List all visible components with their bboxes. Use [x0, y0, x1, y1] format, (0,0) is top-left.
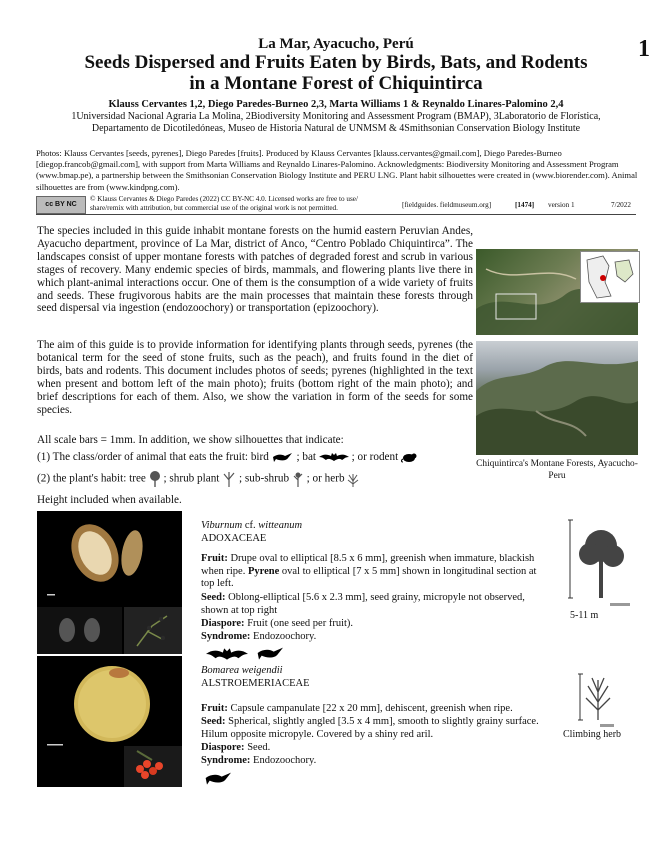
herb-icon	[347, 471, 359, 487]
affiliation-line-2: Departamento de Dicotiledóneas, Museo de Historia Natural de UNMSM & 4Smithsonian Conservation Biology Institute	[91, 123, 581, 134]
species-2-fruit	[201, 703, 546, 716]
title-line-2: in a Montane Forest of Chiquintirca	[189, 73, 483, 94]
tree-height: 5-11 m	[570, 610, 599, 621]
syndrome-desc: Endozoochory.	[253, 631, 317, 642]
location-map-icon	[580, 251, 640, 303]
habit-legend-intro: (2) the plant's habit: tree	[37, 472, 146, 485]
tree-silhouette-icon	[568, 518, 636, 606]
scale-note: All scale bars = 1mm. In addition, we show silhouettes that indicate:	[37, 434, 344, 446]
bomarea-photo	[37, 656, 182, 787]
shrub-sep: ; shrub plant	[163, 472, 220, 485]
diaspore-desc: Fruit (one seed per fruit).	[247, 618, 354, 629]
herb-silhouette-icon	[578, 672, 618, 727]
affiliation-line-1: 1Universidad Nacional Agraria La Molina, 2Biodiversity Monitoring and Assessment Program (BMAP), 3Laboratorio de Florística,	[71, 111, 601, 122]
diaspore-desc: Seed.	[247, 742, 271, 753]
syndrome-label: Syndrome:	[201, 631, 251, 642]
pyrene-desc: oval to elliptical [7 x 5 mm] shown in longitudinal section at top left.	[201, 565, 537, 590]
credits: Photos: Klauss Cervantes [seeds, pyrenes], Diego Paredes [fruits]. Produced by Klauss Cervantes [klauss.cervantes@gmail.com], Diego Paredes-Burneo [diegop.francob@gmail.com], with support from Marta Williams and Reynaldo Linares-Palomino. Acknowledgments: Biodiversity Monitoring and Assessment Program (www.bmap.pe), a partnership between the Smithsonian Conservation Biology Institute and PERU LNG. Plant habit silhouettes were created in (www.biorender.com). Animal silhouettes are from (www.kindpng.com).	[36, 148, 638, 192]
license-text: © Klauss Cervantes & Diego Paredes (2022) CC BY-NC 4.0. Licensed works are free to use/ share/remix with attribution, but commercial use of the original work is not permitted.	[90, 195, 358, 212]
species-1-epithet: witteanum	[258, 520, 303, 531]
shrub-icon	[222, 471, 236, 487]
seed-label: Seed:	[201, 716, 226, 727]
rodent-sep: ; or rodent	[351, 451, 399, 463]
guide-code: [1474]	[515, 201, 535, 209]
species-2-animals	[203, 770, 235, 791]
photo-caption: Chiquintirca's Montane Forests, Ayacucho-Peru	[476, 459, 638, 481]
subshrub-sep: ; sub-shrub	[239, 472, 290, 485]
bird-icon	[255, 645, 287, 661]
species-1-family: ADOXACEAE	[201, 533, 267, 544]
authors: Klauss Cervantes 1,2, Diego Paredes-Burneo 2,3, Marta Williams 1 & Reynaldo Linares-Palomino 2,4	[108, 99, 564, 110]
cc-license-icon: cc BY NC	[36, 196, 86, 214]
species-2-syndrome	[201, 755, 546, 768]
version: version 1	[548, 201, 575, 209]
syndrome-desc: Endozoochory.	[253, 755, 317, 766]
species-1-fruit	[201, 553, 546, 591]
bat-sep: ; bat	[296, 451, 317, 463]
viburnum-photo	[37, 511, 182, 654]
syndrome-label: Syndrome:	[201, 755, 251, 766]
fruit-label: Fruit:	[201, 553, 228, 564]
title-line-1: Seeds Dispersed and Fruits Eaten by Birds, Bats, and Rodents	[84, 52, 588, 73]
animal-legend	[37, 451, 419, 463]
seed-desc: Spherical, slightly angled [3.5 x 4 mm], smooth to slightly grainy surface. Hilum opposite micropyle. Covered by a shiny red aril.	[201, 716, 539, 740]
height-note: Height included when available.	[37, 494, 182, 506]
rodent-icon	[401, 451, 419, 463]
subshrub-icon	[292, 471, 304, 487]
divider	[36, 214, 636, 215]
species-2-name	[201, 665, 546, 678]
habit-label: Climbing herb	[563, 729, 622, 740]
species-1-animals	[203, 645, 287, 666]
bat-icon	[319, 452, 349, 462]
page-number: 1	[638, 36, 650, 62]
seed-desc: Oblong-elliptical [5.6 x 2.3 mm], seed grainy, micropyle not observed, shown at top right	[201, 592, 525, 616]
fruit-desc: Capsule campanulate [22 x 20 mm], dehiscent, greenish when ripe.	[230, 703, 513, 714]
species-2-diaspore	[201, 742, 546, 755]
date: 7/2022	[611, 201, 631, 209]
fruit-desc: Drupe oval to elliptical [8.5 x 6 mm], greenish when immature, blackish when ripe.	[201, 553, 535, 577]
species-2-binomial: Bomarea weigendii	[201, 665, 283, 676]
species-1-cf: cf.	[244, 520, 256, 531]
tree-icon	[149, 471, 161, 487]
landscape-photo	[476, 341, 638, 455]
herb-sep: ; or herb	[306, 472, 345, 485]
bat-icon	[203, 647, 251, 661]
species-1-name	[201, 520, 546, 533]
species-2-family: ALSTROEMERIACEAE	[201, 678, 310, 689]
bird-icon	[203, 770, 235, 786]
place-heading: La Mar, Ayacucho, Perú	[258, 36, 414, 52]
bird-icon	[272, 451, 294, 463]
habit-legend	[37, 471, 359, 487]
diaspore-label: Diaspore:	[201, 618, 245, 629]
species-1-seed	[201, 592, 546, 617]
pyrene-label: Pyrene	[247, 565, 280, 577]
fruit-label: Fruit:	[201, 703, 228, 714]
animal-legend-intro: (1) The class/order of animal that eats the fruit: bird	[37, 451, 269, 463]
diaspore-label: Diaspore:	[201, 742, 245, 753]
intro-paragraph-2: The aim of this guide is to provide information for identifying plants through seeds, pyrenes (the botanical term for the seed of stone fruits, such as the peach), and fruits found in the diet of birds, bats and rodents. This document includes photos of seeds; pyrenes (highlighted in the text when present and bottom left of the main photo); fruits (bottom right of the main photo); and brief descriptions for each of them. Also, we show the variation in form of the seeds for some species.	[37, 339, 473, 416]
species-2-seed	[201, 716, 546, 741]
seed-label: Seed:	[201, 592, 226, 603]
species-1-genus: Viburnum	[201, 520, 243, 531]
fieldguides-link[interactable]: [fieldguides. fieldmuseum.org]	[402, 201, 492, 209]
species-1-diaspore	[201, 618, 546, 631]
intro-paragraph-1: The species included in this guide inhabit montane forests on the humid eastern Peruvian Andes, Ayacucho department, province of La Mar, district of Anco, “Centro Poblado Chiquintirca”. The landscapes consist of upper montane forests with patches of degraded forest and scrub in various stages of recovery. Many endemic species of birds, mammals, and flowering plants live there in which plant-animal interactions occur. One of them is the consumption of a wide variety of fruits and seeds. These frugivorous habits are the main processes that maintain these forests through seed dispersal via ingestion (endozoochory) or transportation (epizoochory).	[37, 225, 473, 315]
species-1-syndrome	[201, 631, 546, 644]
